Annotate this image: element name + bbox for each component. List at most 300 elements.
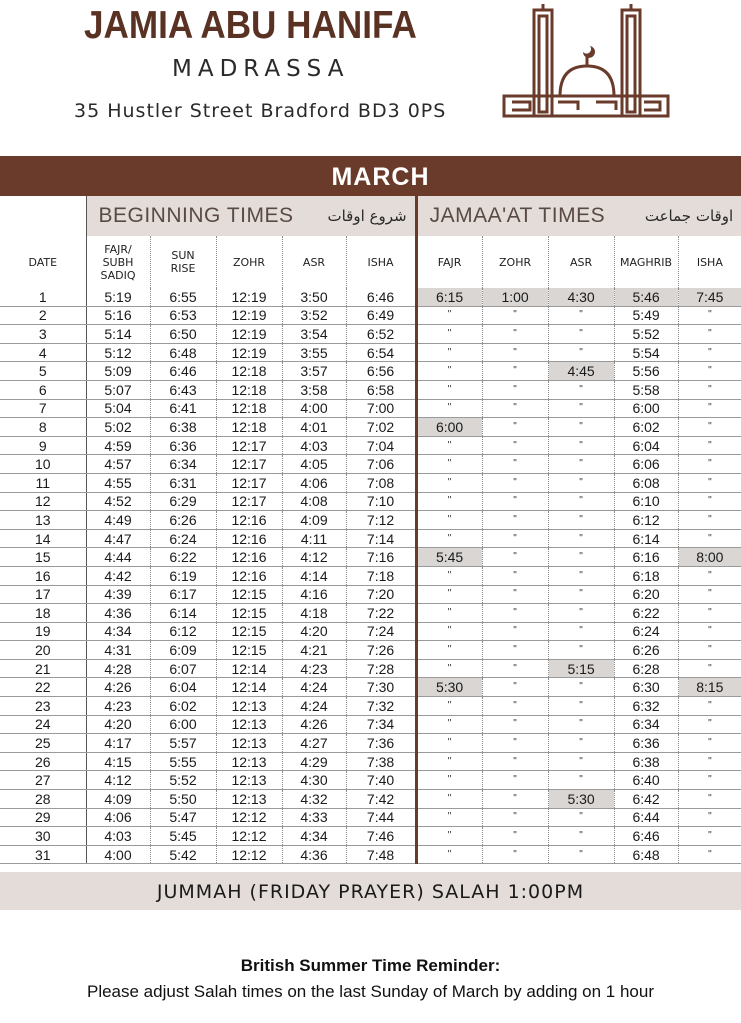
cell-zohr-begin: 12:12: [216, 827, 282, 846]
cell-sunrise: 6:29: [150, 492, 216, 511]
table-row: [0, 473, 741, 492]
cell-asr-begin: 3:55: [282, 343, 346, 362]
cell-asr-begin: 4:20: [282, 622, 346, 641]
cell-maghrib-jamaat: 6:18: [614, 566, 678, 585]
cell-zohr-jamaat: ": [482, 604, 548, 623]
cell-zohr-jamaat: ": [482, 511, 548, 530]
cell-zohr-begin: 12:16: [216, 548, 282, 567]
cell-isha-jamaat: ": [678, 771, 741, 790]
col-header-maghrib-jamaat: MAGHRIB: [614, 236, 678, 288]
table-row: [0, 845, 741, 864]
cell-date: 14: [0, 529, 86, 548]
cell-zohr-jamaat: ": [482, 380, 548, 399]
beginning-times-label: BEGINNING TIMES: [98, 204, 294, 227]
cell-fajr-jamaat: ": [416, 604, 482, 623]
cell-fajr-begin: 5:14: [86, 325, 150, 344]
cell-asr-begin: 4:27: [282, 734, 346, 753]
cell-sunrise: 6:26: [150, 511, 216, 530]
cell-isha-begin: 7:10: [346, 492, 416, 511]
table-row: [0, 529, 741, 548]
table-row: [0, 659, 741, 678]
table-row: [0, 492, 741, 511]
bst-reminder-heading: British Summer Time Reminder:: [240, 956, 501, 975]
cell-date: 8: [0, 418, 86, 437]
table-row: [0, 436, 741, 455]
cell-maghrib-jamaat: 6:16: [614, 548, 678, 567]
cell-zohr-jamaat: ": [482, 827, 548, 846]
table-row: [0, 604, 741, 623]
cell-asr-jamaat: ": [548, 325, 614, 344]
cell-isha-jamaat: ": [678, 604, 741, 623]
cell-fajr-jamaat: ": [416, 529, 482, 548]
cell-fajr-begin: 4:39: [86, 585, 150, 604]
cell-date: 16: [0, 566, 86, 585]
cell-maghrib-jamaat: 5:52: [614, 325, 678, 344]
cell-asr-begin: 4:09: [282, 511, 346, 530]
table-row: [0, 752, 741, 771]
cell-maghrib-jamaat: 6:40: [614, 771, 678, 790]
cell-zohr-begin: 12:18: [216, 380, 282, 399]
cell-sunrise: 5:52: [150, 771, 216, 790]
cell-zohr-begin: 12:14: [216, 678, 282, 697]
cell-sunrise: 6:12: [150, 622, 216, 641]
cell-sunrise: 6:14: [150, 604, 216, 623]
cell-sunrise: 5:45: [150, 827, 216, 846]
cell-zohr-begin: 12:17: [216, 473, 282, 492]
cell-zohr-begin: 12:16: [216, 529, 282, 548]
cell-isha-jamaat: 7:45: [678, 288, 741, 306]
cell-zohr-begin: 12:18: [216, 399, 282, 418]
cell-isha-jamaat: ": [678, 399, 741, 418]
cell-isha-jamaat: ": [678, 343, 741, 362]
cell-fajr-begin: 5:02: [86, 418, 150, 437]
cell-asr-begin: 4:26: [282, 715, 346, 734]
col-header-isha-jamaat: ISHA: [678, 236, 741, 288]
cell-isha-begin: 7:16: [346, 548, 416, 567]
cell-isha-jamaat: ": [678, 715, 741, 734]
cell-fajr-jamaat: ": [416, 511, 482, 530]
cell-zohr-begin: 12:18: [216, 418, 282, 437]
table-row: [0, 455, 741, 474]
cell-isha-begin: 7:08: [346, 473, 416, 492]
cell-fajr-begin: 5:09: [86, 362, 150, 381]
cell-zohr-begin: 12:15: [216, 622, 282, 641]
cell-zohr-begin: 12:17: [216, 455, 282, 474]
cell-fajr-begin: 4:44: [86, 548, 150, 567]
cell-isha-jamaat: ": [678, 752, 741, 771]
cell-maghrib-jamaat: 6:06: [614, 455, 678, 474]
cell-asr-jamaat: ": [548, 585, 614, 604]
cell-sunrise: 6:38: [150, 418, 216, 437]
cell-date: 4: [0, 343, 86, 362]
cell-isha-jamaat: ": [678, 492, 741, 511]
cell-date: 28: [0, 790, 86, 809]
cell-zohr-begin: 12:15: [216, 641, 282, 660]
cell-asr-jamaat: 5:30: [548, 790, 614, 809]
cell-sunrise: 6:07: [150, 659, 216, 678]
cell-isha-jamaat: ": [678, 529, 741, 548]
cell-fajr-jamaat: ": [416, 325, 482, 344]
col-header-isha-begin: ISHA: [346, 236, 416, 288]
cell-zohr-jamaat: ": [482, 566, 548, 585]
cell-date: 21: [0, 659, 86, 678]
cell-sunrise: 6:41: [150, 399, 216, 418]
cell-zohr-jamaat: ": [482, 641, 548, 660]
cell-asr-jamaat: 4:30: [548, 288, 614, 306]
cell-maghrib-jamaat: 6:34: [614, 715, 678, 734]
cell-asr-begin: 4:34: [282, 827, 346, 846]
cell-isha-jamaat: ": [678, 566, 741, 585]
cell-maghrib-jamaat: 6:36: [614, 734, 678, 753]
cell-isha-jamaat: ": [678, 455, 741, 474]
cell-zohr-begin: 12:15: [216, 585, 282, 604]
month-label: MARCH: [331, 163, 430, 191]
cell-asr-begin: 4:33: [282, 808, 346, 827]
cell-zohr-begin: 12:16: [216, 566, 282, 585]
cell-asr-jamaat: ": [548, 622, 614, 641]
cell-fajr-begin: 4:28: [86, 659, 150, 678]
table-row: [0, 362, 741, 381]
table-row: [0, 585, 741, 604]
cell-fajr-begin: 4:42: [86, 566, 150, 585]
cell-fajr-begin: 4:34: [86, 622, 150, 641]
cell-maghrib-jamaat: 6:24: [614, 622, 678, 641]
cell-sunrise: 6:43: [150, 380, 216, 399]
table-row: [0, 715, 741, 734]
cell-sunrise: 6:04: [150, 678, 216, 697]
cell-zohr-jamaat: ": [482, 473, 548, 492]
jummah-notice: JUMMAH (FRIDAY PRAYER) SALAH 1:00PM: [0, 872, 741, 910]
cell-isha-begin: 7:14: [346, 529, 416, 548]
cell-isha-begin: 6:58: [346, 380, 416, 399]
cell-maghrib-jamaat: 6:02: [614, 418, 678, 437]
cell-fajr-begin: 4:03: [86, 827, 150, 846]
cell-asr-begin: 4:00: [282, 399, 346, 418]
jamaat-times-group: [416, 196, 741, 236]
cell-fajr-begin: 4:57: [86, 455, 150, 474]
cell-sunrise: 6:46: [150, 362, 216, 381]
cell-fajr-begin: 4:36: [86, 604, 150, 623]
cell-date: 6: [0, 380, 86, 399]
cell-isha-begin: 6:49: [346, 306, 416, 325]
cell-isha-jamaat: ": [678, 325, 741, 344]
madrassa-subtitle: MADRASSA: [172, 56, 350, 82]
cell-fajr-jamaat: ": [416, 343, 482, 362]
cell-asr-jamaat: ": [548, 752, 614, 771]
col-header-fajr-begin: FAJR/ SUBH SADIQ: [86, 236, 150, 288]
cell-zohr-begin: 12:19: [216, 306, 282, 325]
table-row: [0, 418, 741, 437]
cell-fajr-jamaat: ": [416, 641, 482, 660]
cell-isha-begin: 7:42: [346, 790, 416, 809]
cell-date: 24: [0, 715, 86, 734]
cell-maghrib-jamaat: 6:22: [614, 604, 678, 623]
cell-isha-jamaat: ": [678, 827, 741, 846]
cell-zohr-jamaat: ": [482, 529, 548, 548]
cell-fajr-begin: 4:00: [86, 845, 150, 864]
cell-date: 15: [0, 548, 86, 567]
cell-fajr-jamaat: ": [416, 790, 482, 809]
cell-sunrise: 6:48: [150, 343, 216, 362]
cell-date: 7: [0, 399, 86, 418]
table-row: [0, 399, 741, 418]
table-row: [0, 380, 741, 399]
cell-fajr-jamaat: 5:30: [416, 678, 482, 697]
cell-asr-jamaat: ": [548, 845, 614, 864]
cell-fajr-jamaat: ": [416, 659, 482, 678]
cell-asr-begin: 4:32: [282, 790, 346, 809]
cell-zohr-begin: 12:13: [216, 734, 282, 753]
cell-maghrib-jamaat: 6:28: [614, 659, 678, 678]
cell-isha-begin: 7:30: [346, 678, 416, 697]
cell-fajr-jamaat: ": [416, 827, 482, 846]
cell-asr-begin: 4:30: [282, 771, 346, 790]
cell-date: 31: [0, 845, 86, 864]
cell-date: 22: [0, 678, 86, 697]
cell-asr-jamaat: ": [548, 399, 614, 418]
cell-fajr-jamaat: ": [416, 492, 482, 511]
cell-isha-begin: 7:32: [346, 697, 416, 716]
cell-asr-jamaat: ": [548, 641, 614, 660]
cell-fajr-begin: 4:23: [86, 697, 150, 716]
table-row: [0, 790, 741, 809]
cell-asr-jamaat: ": [548, 678, 614, 697]
cell-fajr-begin: 4:09: [86, 790, 150, 809]
cell-maghrib-jamaat: 6:26: [614, 641, 678, 660]
cell-isha-jamaat: ": [678, 622, 741, 641]
madrassa-title: JAMIA ABU HANIFA: [84, 4, 417, 47]
cell-asr-jamaat: ": [548, 827, 614, 846]
month-banner: [0, 156, 741, 196]
cell-fajr-jamaat: 6:00: [416, 418, 482, 437]
cell-sunrise: 6:24: [150, 529, 216, 548]
cell-zohr-begin: 12:12: [216, 845, 282, 864]
cell-asr-begin: 4:21: [282, 641, 346, 660]
cell-fajr-begin: 4:47: [86, 529, 150, 548]
cell-zohr-jamaat: ": [482, 678, 548, 697]
cell-zohr-jamaat: ": [482, 325, 548, 344]
cell-asr-begin: 4:12: [282, 548, 346, 567]
cell-fajr-begin: 5:19: [86, 288, 150, 306]
cell-asr-jamaat: 5:15: [548, 659, 614, 678]
cell-isha-begin: 7:24: [346, 622, 416, 641]
cell-date: 29: [0, 808, 86, 827]
cell-fajr-jamaat: ": [416, 380, 482, 399]
cell-date: 9: [0, 436, 86, 455]
cell-sunrise: 6:50: [150, 325, 216, 344]
cell-zohr-begin: 12:19: [216, 288, 282, 306]
cell-asr-begin: 3:52: [282, 306, 346, 325]
cell-asr-jamaat: ": [548, 808, 614, 827]
cell-date: 18: [0, 604, 86, 623]
col-header-sunrise: SUN RISE: [150, 236, 216, 288]
cell-zohr-begin: 12:13: [216, 697, 282, 716]
cell-fajr-begin: 4:26: [86, 678, 150, 697]
cell-maghrib-jamaat: 5:56: [614, 362, 678, 381]
cell-fajr-jamaat: 5:45: [416, 548, 482, 567]
table-row: [0, 343, 741, 362]
cell-fajr-begin: 5:04: [86, 399, 150, 418]
cell-asr-jamaat: ": [548, 343, 614, 362]
cell-zohr-begin: 12:14: [216, 659, 282, 678]
cell-maghrib-jamaat: 6:00: [614, 399, 678, 418]
cell-isha-begin: 7:36: [346, 734, 416, 753]
cell-date: 1: [0, 288, 86, 306]
cell-asr-begin: 4:18: [282, 604, 346, 623]
cell-zohr-jamaat: ": [482, 455, 548, 474]
cell-sunrise: 6:02: [150, 697, 216, 716]
cell-isha-begin: 7:06: [346, 455, 416, 474]
cell-zohr-begin: 12:18: [216, 362, 282, 381]
cell-maghrib-jamaat: 5:49: [614, 306, 678, 325]
cell-maghrib-jamaat: 6:14: [614, 529, 678, 548]
cell-asr-begin: 4:05: [282, 455, 346, 474]
cell-asr-begin: 3:50: [282, 288, 346, 306]
cell-asr-jamaat: ": [548, 529, 614, 548]
cell-asr-jamaat: ": [548, 548, 614, 567]
cell-zohr-jamaat: ": [482, 585, 548, 604]
cell-maghrib-jamaat: 6:48: [614, 845, 678, 864]
cell-isha-begin: 7:46: [346, 827, 416, 846]
cell-zohr-begin: 12:19: [216, 325, 282, 344]
cell-fajr-begin: 4:59: [86, 436, 150, 455]
cell-isha-begin: 7:40: [346, 771, 416, 790]
cell-isha-begin: 7:18: [346, 566, 416, 585]
table-row: [0, 511, 741, 530]
cell-asr-jamaat: ": [548, 771, 614, 790]
cell-zohr-jamaat: ": [482, 436, 548, 455]
col-header-date: DATE: [28, 255, 58, 269]
cell-date: 12: [0, 492, 86, 511]
cell-isha-begin: 6:56: [346, 362, 416, 381]
cell-zohr-jamaat: ": [482, 418, 548, 437]
jamaat-times-urdu: اوقات جماعت: [644, 207, 734, 225]
cell-zohr-jamaat: ": [482, 697, 548, 716]
cell-asr-jamaat: ": [548, 418, 614, 437]
cell-maghrib-jamaat: 5:46: [614, 288, 678, 306]
cell-maghrib-jamaat: 5:58: [614, 380, 678, 399]
cell-fajr-jamaat: ": [416, 455, 482, 474]
cell-sunrise: 5:47: [150, 808, 216, 827]
cell-isha-jamaat: ": [678, 306, 741, 325]
table-row: [0, 288, 741, 306]
cell-sunrise: 5:55: [150, 752, 216, 771]
cell-maghrib-jamaat: 6:04: [614, 436, 678, 455]
cell-isha-begin: 7:12: [346, 511, 416, 530]
cell-asr-begin: 3:58: [282, 380, 346, 399]
cell-asr-begin: 3:57: [282, 362, 346, 381]
cell-fajr-jamaat: ": [416, 436, 482, 455]
cell-fajr-jamaat: 6:15: [416, 288, 482, 306]
cell-asr-begin: 4:24: [282, 678, 346, 697]
cell-isha-jamaat: ": [678, 380, 741, 399]
cell-isha-jamaat: ": [678, 585, 741, 604]
cell-date: 27: [0, 771, 86, 790]
cell-date: 13: [0, 511, 86, 530]
cell-sunrise: 6:55: [150, 288, 216, 306]
cell-fajr-begin: 4:55: [86, 473, 150, 492]
cell-isha-jamaat: ": [678, 511, 741, 530]
cell-fajr-jamaat: ": [416, 808, 482, 827]
table-row: [0, 566, 741, 585]
cell-fajr-jamaat: ": [416, 306, 482, 325]
prayer-timetable: [0, 196, 741, 864]
cell-asr-jamaat: ": [548, 715, 614, 734]
cell-zohr-jamaat: ": [482, 734, 548, 753]
cell-zohr-jamaat: ": [482, 548, 548, 567]
cell-isha-begin: 7:04: [346, 436, 416, 455]
cell-asr-jamaat: ": [548, 604, 614, 623]
bst-reminder-text: Please adjust Salah times on the last Sunday of March by adding on 1 hour: [86, 982, 655, 1001]
cell-asr-jamaat: ": [548, 697, 614, 716]
cell-isha-jamaat: ": [678, 473, 741, 492]
cell-asr-begin: 4:03: [282, 436, 346, 455]
cell-fajr-jamaat: ": [416, 622, 482, 641]
table-row: [0, 622, 741, 641]
cell-isha-jamaat: ": [678, 697, 741, 716]
cell-asr-jamaat: ": [548, 436, 614, 455]
table-row: [0, 548, 741, 567]
cell-asr-begin: 4:24: [282, 697, 346, 716]
cell-isha-jamaat: ": [678, 734, 741, 753]
cell-asr-jamaat: ": [548, 566, 614, 585]
cell-asr-begin: 4:36: [282, 845, 346, 864]
cell-zohr-jamaat: ": [482, 492, 548, 511]
cell-maghrib-jamaat: 6:12: [614, 511, 678, 530]
cell-sunrise: 5:50: [150, 790, 216, 809]
cell-fajr-begin: 5:12: [86, 343, 150, 362]
table-row: [0, 306, 741, 325]
cell-asr-begin: 4:11: [282, 529, 346, 548]
cell-fajr-jamaat: ": [416, 715, 482, 734]
cell-asr-jamaat: ": [548, 306, 614, 325]
cell-maghrib-jamaat: 6:46: [614, 827, 678, 846]
cell-asr-jamaat: ": [548, 455, 614, 474]
cell-zohr-begin: 12:19: [216, 343, 282, 362]
cell-asr-begin: 4:29: [282, 752, 346, 771]
cell-date: 25: [0, 734, 86, 753]
cell-maghrib-jamaat: 6:30: [614, 678, 678, 697]
cell-fajr-begin: 4:52: [86, 492, 150, 511]
table-row: [0, 808, 741, 827]
cell-zohr-jamaat: ": [482, 790, 548, 809]
cell-isha-jamaat: ": [678, 790, 741, 809]
cell-zohr-jamaat: ": [482, 845, 548, 864]
cell-asr-jamaat: ": [548, 492, 614, 511]
cell-fajr-begin: 4:15: [86, 752, 150, 771]
cell-date: 30: [0, 827, 86, 846]
beginning-times-urdu: شروع اوقات: [327, 207, 407, 225]
cell-zohr-jamaat: ": [482, 808, 548, 827]
cell-sunrise: 5:57: [150, 734, 216, 753]
cell-asr-jamaat: ": [548, 511, 614, 530]
cell-isha-begin: 7:02: [346, 418, 416, 437]
cell-isha-begin: 6:54: [346, 343, 416, 362]
mosque-logo-icon: [500, 4, 672, 124]
group-blank: [0, 196, 86, 236]
cell-zohr-jamaat: 1:00: [482, 288, 548, 306]
table-row: [0, 678, 741, 697]
col-header-zohr-jamaat: ZOHR: [482, 236, 548, 288]
table-row: [0, 325, 741, 344]
col-header-asr-begin: ASR: [282, 236, 346, 288]
table-row: [0, 641, 741, 660]
cell-asr-begin: 4:08: [282, 492, 346, 511]
table-row: [0, 697, 741, 716]
cell-maghrib-jamaat: 6:08: [614, 473, 678, 492]
cell-fajr-jamaat: ": [416, 362, 482, 381]
col-header-zohr-begin: ZOHR: [216, 236, 282, 288]
